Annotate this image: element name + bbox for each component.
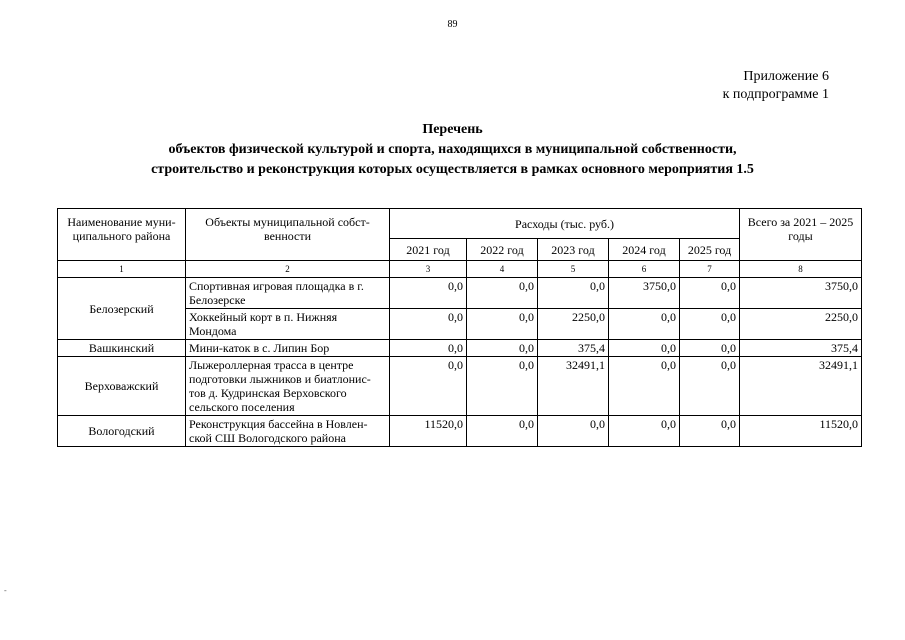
- objects-table: [57, 208, 862, 447]
- value-cell: 32491,1: [538, 357, 609, 416]
- value-cell: 0,0: [467, 340, 538, 357]
- object-cell: Реконструкция бассейна в Новлен-ской СШ Вологодского района: [186, 416, 390, 447]
- object-cell: Мини-каток в с. Липин Бор: [186, 340, 390, 357]
- column-index: 1: [58, 261, 186, 278]
- district-cell: Белозерский: [58, 278, 186, 340]
- value-cell: 2250,0: [538, 309, 609, 340]
- column-index: 8: [740, 261, 862, 278]
- value-cell: 0,0: [467, 309, 538, 340]
- value-cell: 0,0: [680, 357, 740, 416]
- value-cell: 0,0: [680, 278, 740, 309]
- table-row: [58, 340, 862, 357]
- district-cell: Верховажский: [58, 357, 186, 416]
- total-cell: 375,4: [740, 340, 862, 357]
- total-cell: 11520,0: [740, 416, 862, 447]
- total-cell: 3750,0: [740, 278, 862, 309]
- margin-mark: -: [4, 586, 7, 595]
- appendix-note: [723, 68, 829, 104]
- header-year: 2021 год: [390, 239, 467, 261]
- table-row: [58, 278, 862, 309]
- value-cell: 375,4: [538, 340, 609, 357]
- value-cell: 0,0: [609, 340, 680, 357]
- value-cell: 11520,0: [390, 416, 467, 447]
- column-index: 7: [680, 261, 740, 278]
- table-row: [58, 357, 862, 416]
- value-cell: 0,0: [609, 309, 680, 340]
- header-year: 2023 год: [538, 239, 609, 261]
- total-cell: 32491,1: [740, 357, 862, 416]
- value-cell: 0,0: [680, 340, 740, 357]
- title-line-1: Перечень: [422, 122, 483, 137]
- value-cell: 0,0: [390, 278, 467, 309]
- column-index-row: [58, 261, 862, 278]
- column-index: 6: [609, 261, 680, 278]
- value-cell: 0,0: [680, 416, 740, 447]
- header-district: Наименование муни-ципального района: [58, 209, 186, 261]
- value-cell: 0,0: [538, 416, 609, 447]
- object-cell: Лыжероллерная трасса в центре подготовки лыжников и биатлонис-тов д. Кудринская Верховского сельского поселения: [186, 357, 390, 416]
- object-cell: Хоккейный корт в п. Нижняя Мондома: [186, 309, 390, 340]
- value-cell: 0,0: [680, 309, 740, 340]
- value-cell: 0,0: [467, 416, 538, 447]
- district-cell: Вологодский: [58, 416, 186, 447]
- header-objects: Объекты муниципальной собст-венности: [186, 209, 390, 261]
- column-index: 5: [538, 261, 609, 278]
- value-cell: 0,0: [390, 357, 467, 416]
- value-cell: 3750,0: [609, 278, 680, 309]
- objects-table-container: [57, 208, 861, 447]
- appendix-line-1: Приложение 6: [743, 69, 829, 84]
- column-index: 4: [467, 261, 538, 278]
- value-cell: 0,0: [609, 357, 680, 416]
- table-row: [58, 416, 862, 447]
- header-year: 2024 год: [609, 239, 680, 261]
- value-cell: 0,0: [390, 309, 467, 340]
- header-total: Всего за 2021 – 2025 годы: [740, 209, 862, 261]
- header-expenses: Расходы (тыс. руб.): [390, 209, 740, 239]
- value-cell: 0,0: [467, 278, 538, 309]
- value-cell: 0,0: [390, 340, 467, 357]
- header-year: 2025 год: [680, 239, 740, 261]
- value-cell: 0,0: [538, 278, 609, 309]
- object-cell: Спортивная игровая площадка в г. Белозерске: [186, 278, 390, 309]
- header-year: 2022 год: [467, 239, 538, 261]
- value-cell: 0,0: [467, 357, 538, 416]
- total-cell: 2250,0: [740, 309, 862, 340]
- document-title: [0, 120, 905, 180]
- page-number: 89: [447, 19, 458, 30]
- column-index: 3: [390, 261, 467, 278]
- column-index: 2: [186, 261, 390, 278]
- appendix-line-2: к подпрограмме 1: [722, 87, 829, 102]
- title-line-3: строительство и реконструкция которых осуществляется в рамках основного мероприятия 1.5: [151, 162, 754, 177]
- title-line-2: объектов физической культурой и спорта, находящихся в муниципальной собственности,: [168, 142, 737, 157]
- district-cell: Вашкинский: [58, 340, 186, 357]
- value-cell: 0,0: [609, 416, 680, 447]
